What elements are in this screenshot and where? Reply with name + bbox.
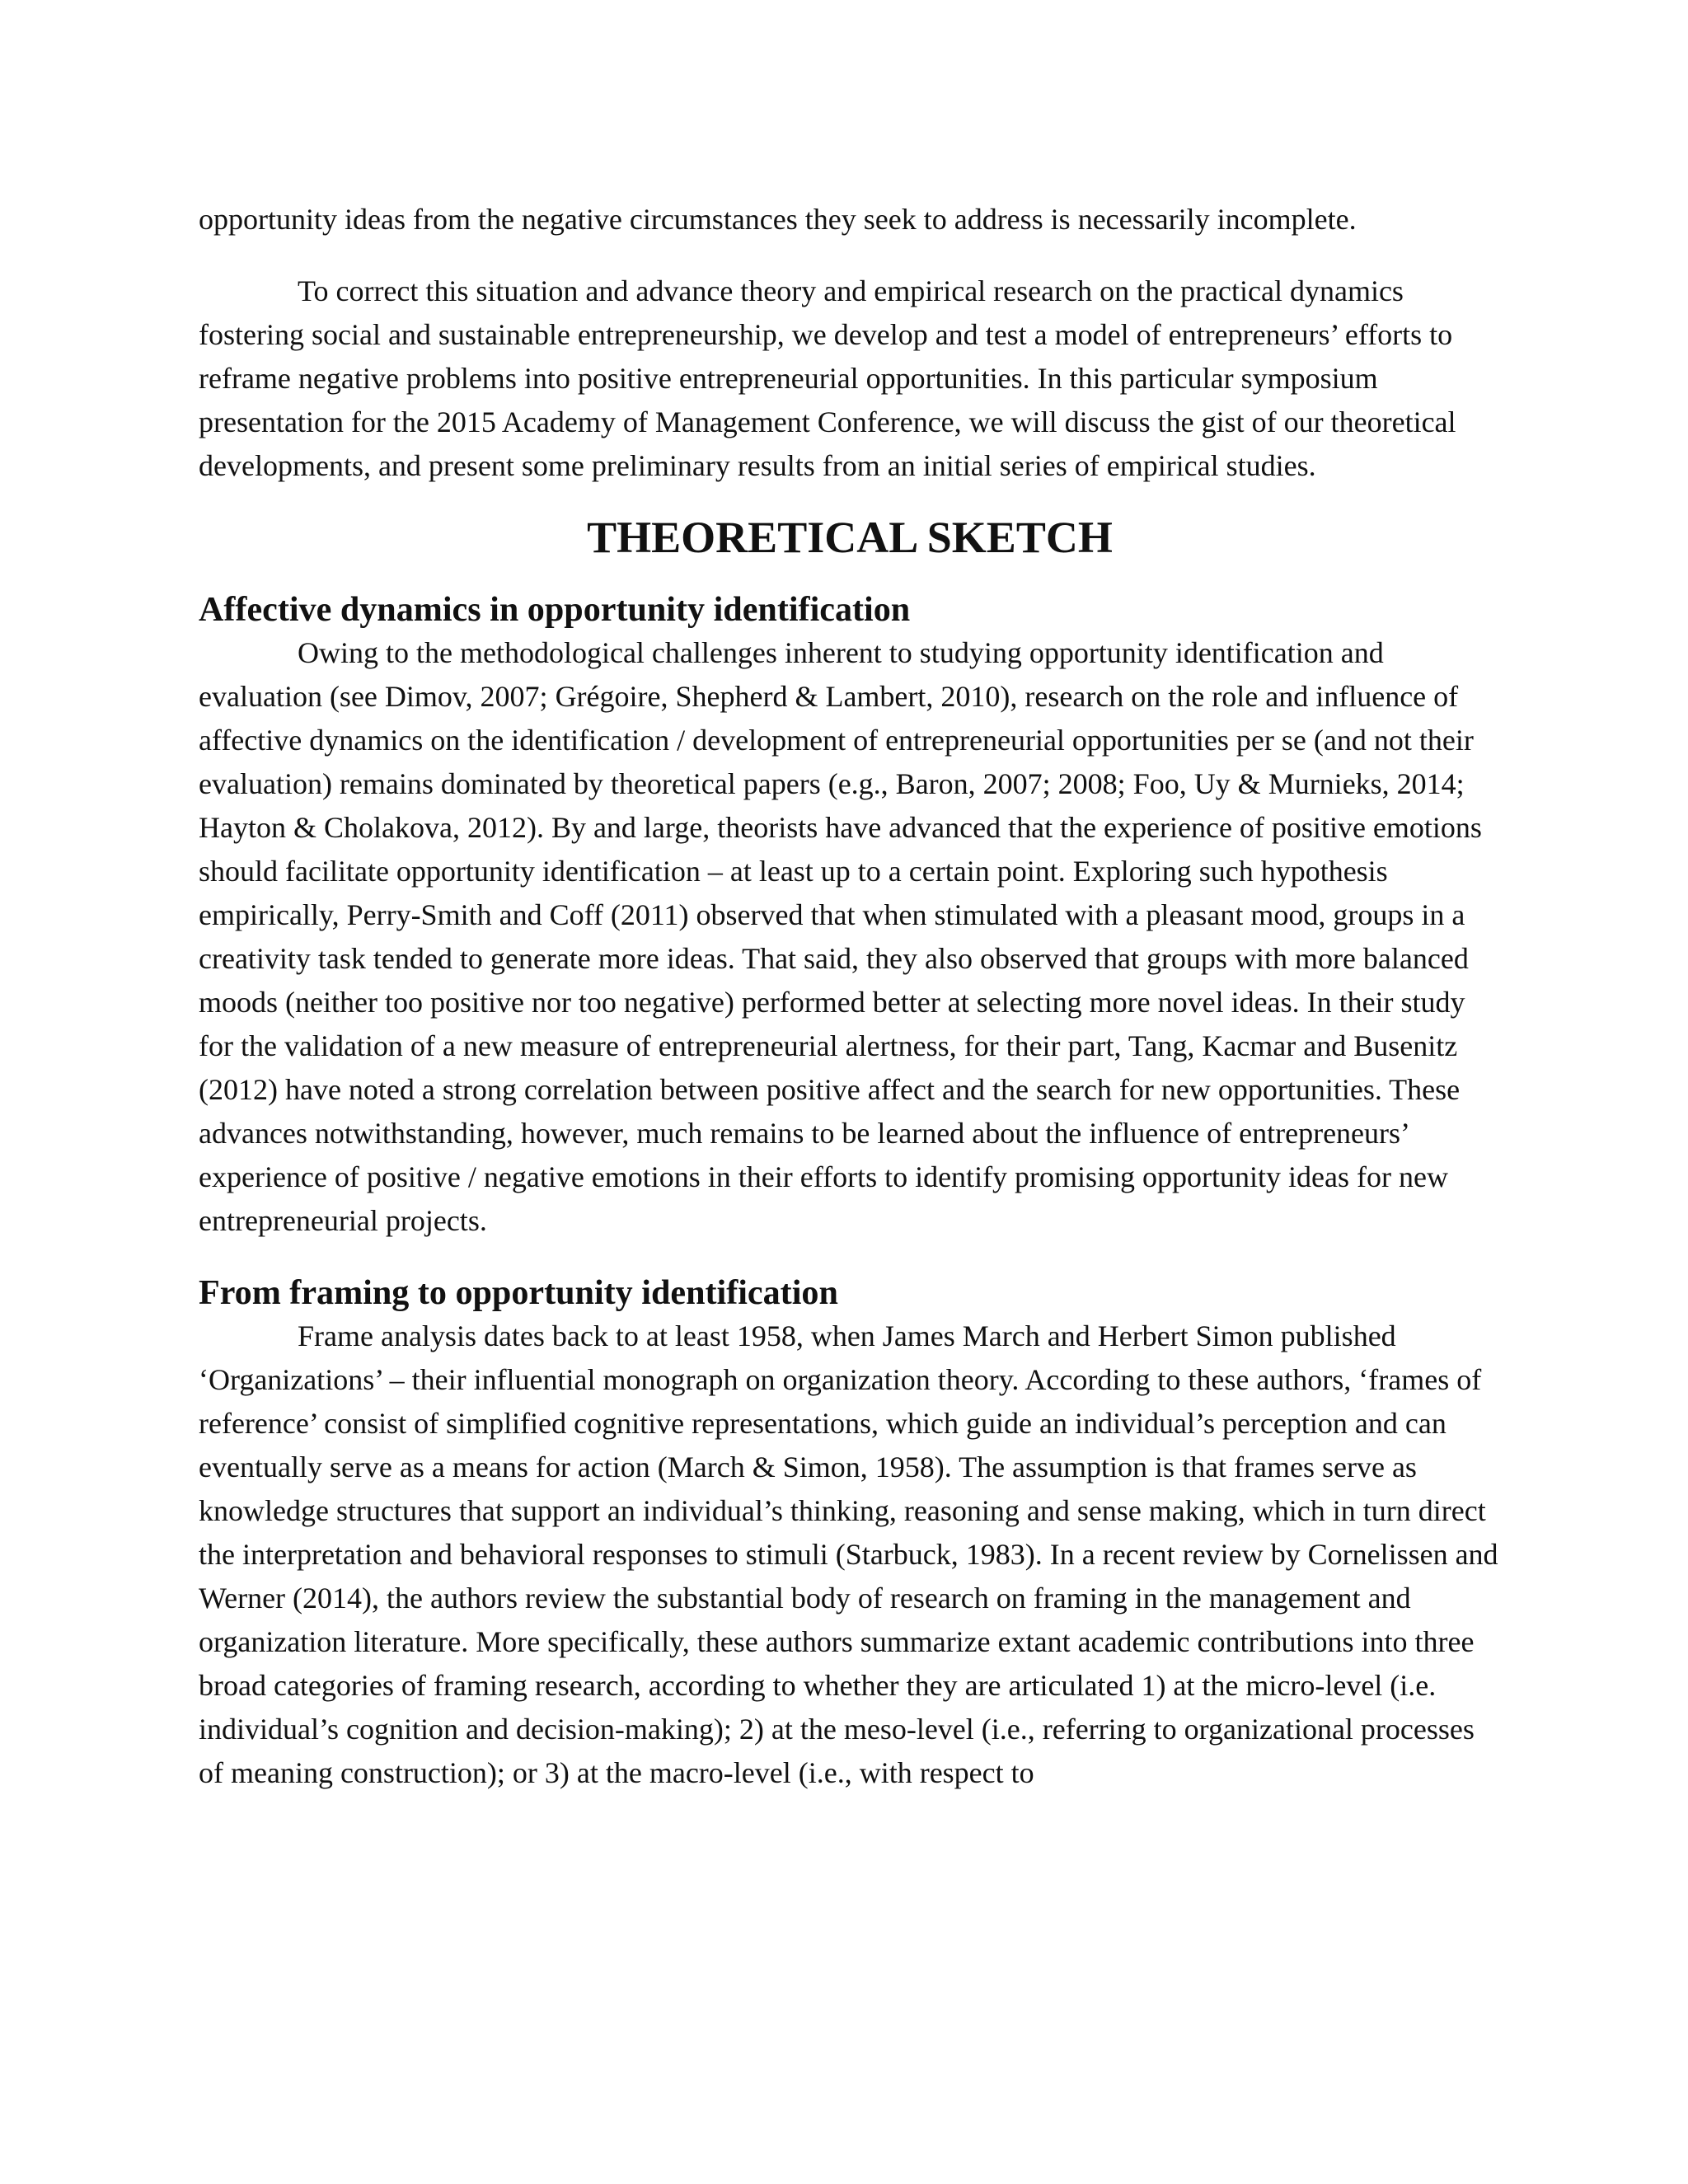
intro-continuation-paragraph: opportunity ideas from the negative circumstances they seek to address is necessarily incomplete. [199, 203, 1357, 236]
subsection-paragraph-affective: Owing to the methodological challenges inherent to studying opportunity identification and evaluation (see Dimov, 2007; Grégoire, Shepherd & Lambert, 2010), research on the role and influence of affective dynamics on the identification / development of entrepreneurial opportunities per se (and not their evaluation) remains dominated by theoretical papers (e.g., Baron, 2007; 2008; Foo, Uy & Murnieks, 2014; Hayton & Cholakova, 2012). By and large, theorists have advanced that the experience of positive emotions should facilitate opportunity identification – at least up to a certain point. Exploring such hypothesis empirically, Perry-Smith and Coff (2011) observed that when stimulated with a pleasant mood, groups in a creativity task tended to generate more ideas. That said, they also observed that groups with more balanced moods (neither too positive nor too negative) performed better at selecting more novel ideas. In their study for the validation of a new measure of entrepreneurial alertness, for their part, Tang, Kacmar and Busenitz (2012) have noted a strong correlation between positive affect and the search for new opportunities. These advances notwithstanding, however, much remains to be learned about the influence of entrepreneurs’ experience of positive / negative emotions in their efforts to identify promising opportunity ideas for new entrepreneurial projects. [199, 636, 1482, 1237]
subsection-heading-framing: From framing to opportunity identification [199, 1273, 838, 1312]
section-spacer [199, 1243, 1501, 1271]
section-title: THEORETICAL SKETCH [587, 513, 1113, 562]
intro-paragraph: To correct this situation and advance theory and empirical research on the practical dynamics fostering social and sustainable entrepreneurship, we develop and test a model of entrepreneurs’ efforts to reframe negative problems into positive entrepreneurial opportunities. In this particular symposium presentation for the 2015 Academy of Management Conference, we will discuss the gist of our theoretical developments, and present some preliminary results from an initial series of empirical studies. [199, 274, 1456, 482]
subsection-paragraph-framing: Frame analysis dates back to at least 1958, when James March and Herbert Simon published ‘Organizations’ – their influential monograph on organization theory. According to these authors, ‘frames of reference’ consist of simplified cognitive representations, which guide an individual’s perception and can eventually serve as a means for action (March & Simon, 1958). The assumption is that frames serve as knowledge structures that support an individual’s thinking, reasoning and sense making, which in turn direct the interpretation and behavioral responses to stimuli (Starbuck, 1983). In a recent review by Cornelissen and Werner (2014), the authors review the substantial body of research on framing in the management and organization literature. More specifically, these authors summarize extant academic contributions into three broad categories of framing research, according to whether they are articulated 1) at the micro-level (i.e. individual’s cognition and decision-making); 2) at the meso-level (i.e., referring to organizational processes of meaning construction); or 3) at the macro-level (i.e., with respect to [199, 1319, 1498, 1789]
section-spacer [199, 560, 1501, 588]
document-page [199, 198, 1501, 1795]
subsection-heading-affective: Affective dynamics in opportunity identification [199, 590, 911, 629]
paragraph-spacer [199, 241, 1501, 269]
section-spacer [199, 488, 1501, 516]
